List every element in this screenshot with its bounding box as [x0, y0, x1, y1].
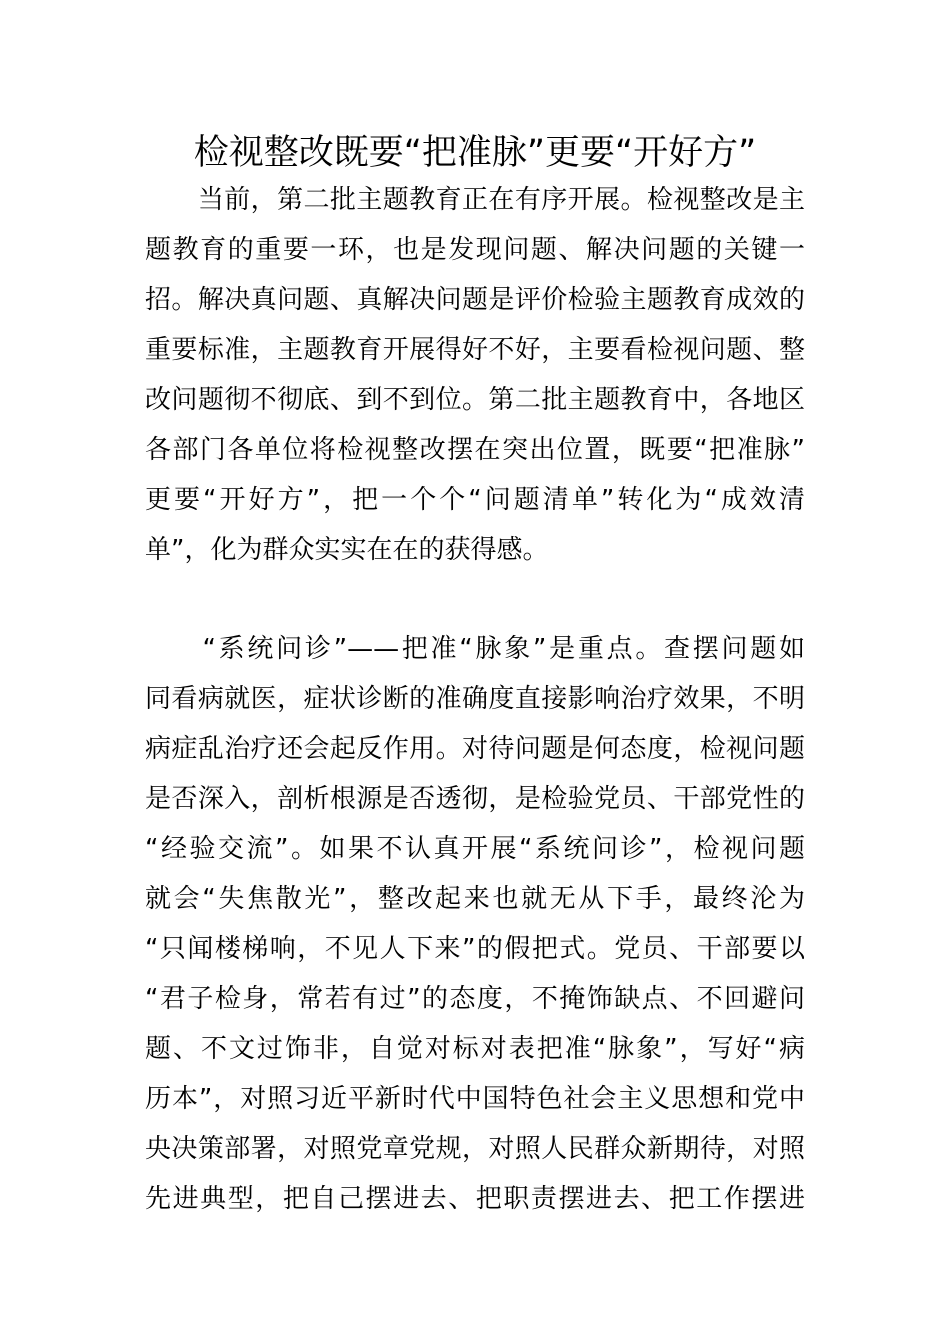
paragraph-line: 是否深入，剖析根源是否透彻，是检验党员、干部党性的	[145, 784, 805, 814]
paragraph-line: 病症乱治疗还会起反作用。对待问题是何态度，检视问题	[145, 734, 805, 764]
document-title: 检视整改既要“把准脉”更要“开好方”	[193, 133, 757, 173]
paragraph-line: “只闻楼梯响，不见人下来”的假把式。党员、干部要以	[145, 934, 805, 964]
paragraph-line: “系统问诊”——把准“脉象”是重点。查摆问题如	[145, 634, 805, 664]
paragraph-line: “经验交流”。如果不认真开展“系统问诊”，检视问题	[145, 834, 805, 864]
paragraph-line: 单”，化为群众实实在在的获得感。	[145, 535, 549, 565]
paragraph-line: 央决策部署，对照党章党规，对照人民群众新期待，对照	[145, 1134, 805, 1164]
paragraph-line: 就会“失焦散光”，整改起来也就无从下手，最终沦为	[145, 884, 805, 914]
paragraph-line: 各部门各单位将检视整改摆在突出位置，既要“把准脉”	[145, 435, 805, 465]
paragraph-line: “君子检身，常若有过”的态度，不掩饰缺点、不回避问	[145, 984, 805, 1014]
paragraph-line: 改问题彻不彻底、到不到位。第二批主题教育中，各地区	[145, 385, 805, 415]
paragraph-line: 当前，第二批主题教育正在有序开展。检视整改是主	[145, 185, 805, 215]
paragraph-line: 题教育的重要一环，也是发现问题、解决问题的关键一	[145, 235, 805, 265]
paragraph-line: 招。解决真问题、真解决问题是评价检验主题教育成效的	[145, 285, 805, 315]
paragraph-line: 先进典型，把自己摆进去、把职责摆进去、把工作摆进	[145, 1184, 805, 1214]
paragraph-line: 更要“开好方”，把一个个“问题清单”转化为“成效清	[145, 485, 805, 515]
paragraph-line: 历本”，对照习近平新时代中国特色社会主义思想和党中	[145, 1084, 805, 1114]
paragraph-line: 同看病就医，症状诊断的准确度直接影响治疗效果，不明	[145, 684, 805, 714]
paragraph-line: 重要标准，主题教育开展得好不好，主要看检视问题、整	[145, 335, 805, 365]
paragraph-line: 题、不文过饰非，自觉对标对表把准“脉象”，写好“病	[145, 1034, 805, 1064]
